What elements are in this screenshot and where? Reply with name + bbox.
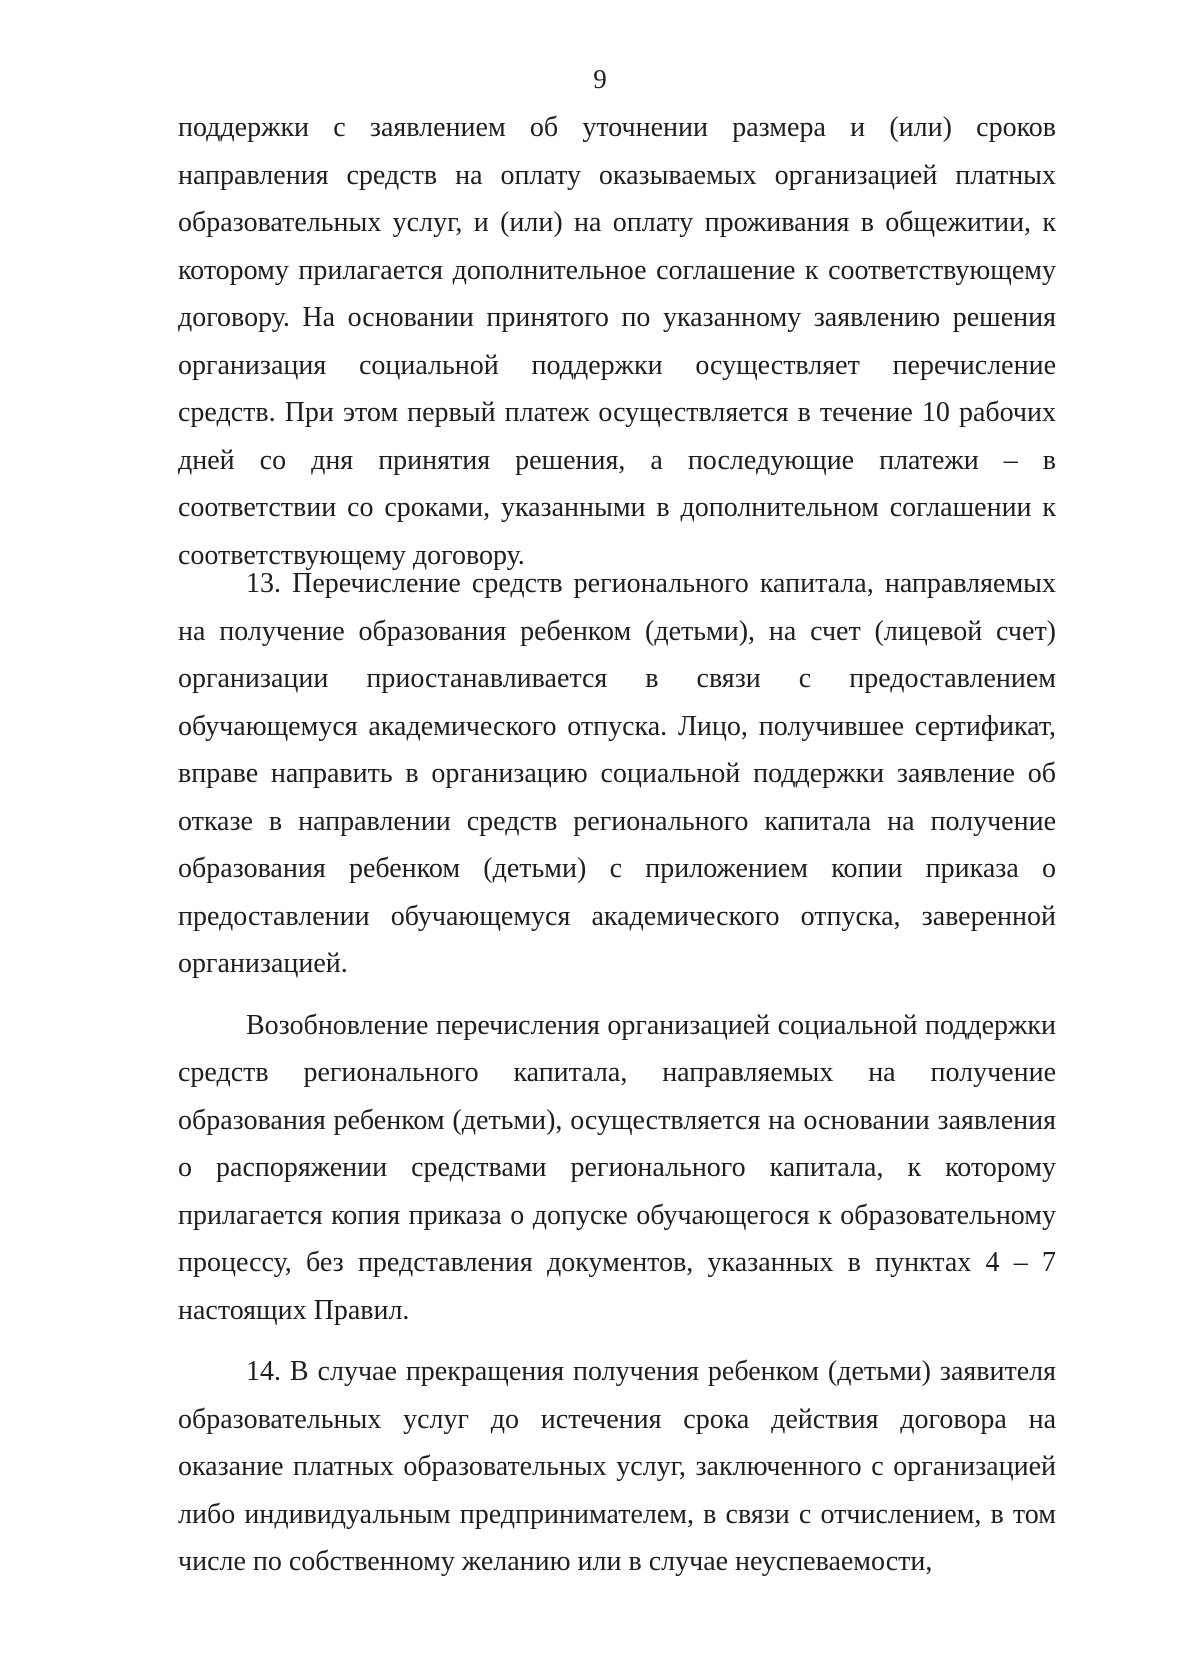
paragraph-resumption: Возобновление перечисления организацией социальной поддержки средств регионального капитала, направляемых на получение образования ребенком (детьми), осуществляется на основании заявления о распоряжении средствами регионального капитала, к которому прилагается копия приказа о допуске обучающегося к образовательному процессу, без представления документов, указанных в пунктах 4 – 7 настоящих Правил. xyxy=(178,1009,1056,1326)
document-body xyxy=(178,104,1056,1586)
paragraph-item-14: 14. В случае прекращения получения ребенком (детьми) заявителя образовательных услуг до истечения срока действия договора на оказание платных образовательных услуг, заключенного с организацией либо индивидуальным предпринимателем, в связи с отчислением, в том числе по собственному желанию или в случае неуспеваемости, xyxy=(178,1356,1056,1577)
paragraph-item-13: 13. Перечисление средств регионального капитала, направляемых на получение образования ребенком (детьми), на счет (лицевой счет) организации приостанавливается в связи с предоставлением обучающемуся академического отпуска. Лицо, получившее сертификат, вправе направить в организацию социальной поддержки заявление об отказе в направлении средств регионального капитала на получение образования ребенком (детьми) с приложением копии приказа о предоставлении обучающемуся академического отпуска, заверенной организацией. xyxy=(178,568,1056,979)
paragraph-continuation: поддержки с заявлением об уточнении размера и (или) сроков направления средств на оплату оказываемых организацией платных образовательных услуг, и (или) на оплату проживания в общежитии, к которому прилагается дополнительное соглашение к соответствующему договору. На основании принятого по указанному заявлению решения организация социальной поддержки осуществляет перечисление средств. При этом первый платеж осуществляется в течение 10 рабочих дней со дня принятия решения, а последующие платежи – в соответствии со сроками, указанными в дополнительном соглашении к соответствующему договору. xyxy=(178,112,1056,571)
page-number: 9 xyxy=(593,64,607,94)
